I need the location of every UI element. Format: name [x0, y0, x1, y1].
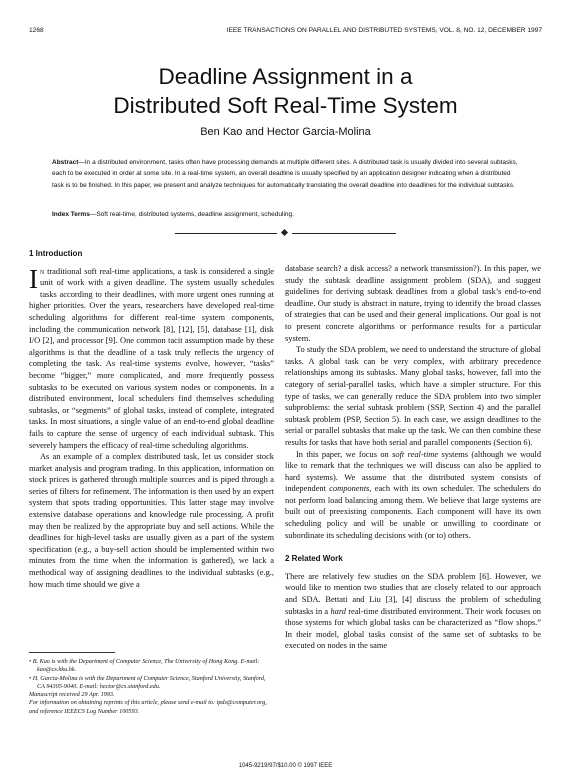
journal-header: IEEE TRANSACTIONS ON PARALLEL AND DISTRIBUTED SYSTEMS, VOL. 8, NO. 12, DECEMBER 1997	[226, 27, 542, 34]
footnotes	[29, 658, 274, 716]
copyright-footer: 1045-9219/97/$10.00 © 1997 IEEE	[238, 763, 333, 769]
authors: Ben Kao and Hector Garcia-Molina	[200, 126, 371, 138]
intro-paragraph-1: In traditional soft real-time applications, a task is considered a single unit of work with a given deadline. The system usually schedules tasks according to their deadlines, with more urgent ones running at higher priorities. Over the years, researchers have developed real-time scheduling algorithms for different real-time system components, including the communication network [8], [12], [5], database [1], disk I/O [2], and processor [9]. One common tacit assumption made by these algorithms is that the deadline of a task truly reflects the urgency of completing the task. As real-time systems evolve, however, “tasks” become “bigger,” more complicated, and more frequently possess subtasks to be executed on various system nodes or components. In a distributed environment, local schedulers find themselves scheduling subtasks, or “segments” of global tasks, instead of complete, integrated tasks. In most situations, a single value of an end-to-end global deadline fails to capture the sense of urgency of each individual subtask. This severely hampers the efficacy of real-time scheduling algorithms.	[29, 263, 275, 450]
section-separator	[175, 230, 396, 238]
footnote-1: • B. Kao is with the Department of Computer Science, The University of Hong Kong. E-mail: kao@cs.hku.hk.	[29, 658, 260, 674]
index-terms-label: Index Terms	[52, 211, 90, 218]
section-2-heading: 2 Related Work	[285, 554, 343, 564]
title-line-2: Distributed Soft Real-Time System	[113, 93, 458, 118]
manuscript-received: Manuscript received 29 Apr. 1993.	[29, 691, 115, 699]
paper-title	[0, 62, 571, 120]
left-column	[29, 248, 274, 590]
section-1-heading: 1 Introduction	[29, 249, 83, 258]
dropcap: I	[29, 263, 38, 294]
title-line-1: Deadline Assignment in a	[158, 64, 413, 89]
related-paragraph-1: There are relatively few studies on the SDA problem [6]. However, we would like to mention two studies that are closely related to our approach and SDA. Bettati and Liu [3], [4] discuss the problem of scheduling subtasks in a hard real-time distributed environment. Their work focuses on those systems for which global tasks can be characterized as “flow shops.” In their model, global tasks consist of the same set of subtasks to be executed on nodes in the same	[285, 571, 541, 651]
index-terms-text: —Soft real-time, distributed systems, deadline assignment, scheduling.	[89, 211, 294, 218]
right-column	[285, 263, 541, 652]
diamond-icon	[281, 229, 288, 236]
footnote-2: • H. Garcia-Molina is with the Department of Computer Science, Stanford University, Stanford, CA 94305-9040. E-mail: hector@cs.stanford.edu.	[29, 674, 266, 690]
reprints-note: For information on obtaining reprints of this article, please send e-mail to: tpds@computer.org, and reference IEEECS Log Number 100593.	[29, 699, 267, 715]
index-terms	[52, 211, 520, 218]
intro-paragraph-2: As an example of a complex distributed task, let us consider stock market analysis and program trading. In this application, information on stock prices is gathered through multiple sources and is piped through a series of filters for refinement. The information is then used by an expert system that spots trading opportunities. This latter stage may involve extensive database operations and knowledge rule processing. A profit may then be realized by the appropriate buy and sell actions. While the deadlines for high-level tasks are usually given as a part of the system specification (e.g., a buy-sell action should be implemented within two minutes from the time when the information is gathered), we lack a methodical way of assigning deadlines to the individual subtasks (e.g., how much time should we give a	[29, 452, 274, 589]
abstract-label: Abstract	[52, 159, 79, 166]
abstract	[52, 157, 520, 191]
footnote-rule	[29, 652, 115, 653]
intro-paragraph-5: In this paper, we focus on soft real-time systems (although we would like to remark that the techniques we will discuss can also be applied to hard systems). We assume that the distributed system consists of independent components, each with its own scheduler. The schedulers do not perform load balancing among them. We believe that large systems are built out of preexisting components. Each component will have its own scheduling policy and will be unable or unwilling to coordinate or subordinate its scheduling decisions with (or to) others.	[285, 449, 542, 540]
page-number: 1268	[29, 27, 44, 34]
intro-paragraph-4: To study the SDA problem, we need to understand the structure of global tasks. A global task can be very complex, with arbitrary precedence relationships among its subtasks. Many global tasks, however, fall into the category of serial-parallel tasks, which have a simpler structure. For this type of tasks, we can generally reduce the SDA problem into two simpler subproblems: the serial subtask problem (SSP, Section 4) and the parallel subtask problem (PSP, Section 5). In each case, we assign deadlines to the serial or parallel subtasks that make up the task. We can then combine these results for tasks that have both serial and parallel components (Section 6).	[285, 345, 541, 447]
abstract-text: —In a distributed environment, tasks often have processing demands at multiple different sites. A distributed task is usually divided into several subtasks, each to be executed in order at some site. In a real-time system, an overall deadline is usually specified by an application designer indicating when a distributed task is to be finished. In this paper, we present and analyze techniques for automatically translating the overall deadline into deadlines for the individual subtasks.	[52, 159, 518, 189]
intro-paragraph-3: database search? a disk access? a network transmission?). In this paper, we study the subtask deadline assignment problem (SDA), and suggest guidelines for deriving subtask deadlines from a global task’s end-to-end deadline. Our study is abstract in nature, trying to identify the broad classes of strategies that can be used and their general implications. Our goal is not to present concrete algorithms or performance results for a particular system.	[285, 264, 541, 343]
